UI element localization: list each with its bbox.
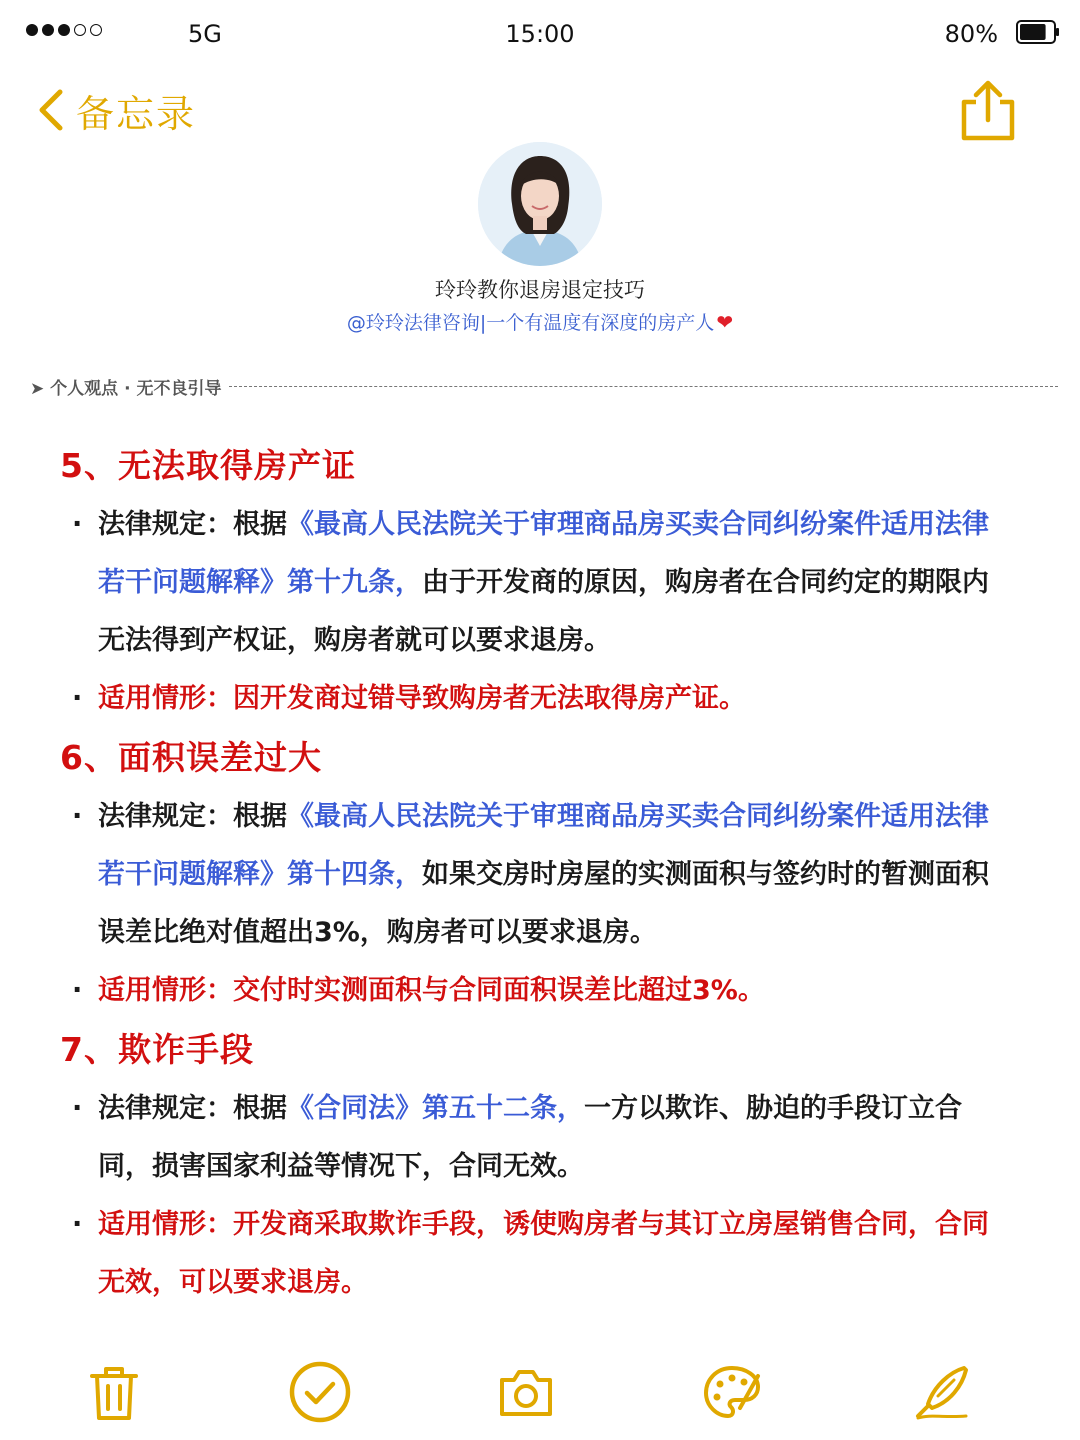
legal-rule-item bbox=[60, 788, 1010, 962]
dashed-line bbox=[229, 386, 1058, 387]
checkmark-circle-icon[interactable] bbox=[288, 1360, 352, 1424]
bullet: · bbox=[72, 975, 83, 1006]
legal-rule-item bbox=[60, 1080, 1010, 1196]
note-body[interactable] bbox=[60, 436, 1010, 1312]
rule-text: 由于开发商的原因，购房者在合同约定的期限内无法得到产权证，购房者就可以要求退房。 bbox=[98, 567, 989, 656]
bullet: · bbox=[72, 683, 83, 714]
back-label: 备忘录 bbox=[76, 91, 197, 136]
case-text: 适用情形：因开发商过错导致购房者无法取得房产证。 bbox=[98, 683, 746, 714]
divider-label: ➤ 个人观点 · 无不良引导 bbox=[30, 378, 222, 399]
case-text: 适用情形：交付时实测面积与合同面积误差比超过3%。 bbox=[98, 975, 765, 1006]
profile-name: 玲玲教你退房退定技巧 bbox=[435, 278, 645, 302]
applicable-case-item bbox=[60, 1196, 1010, 1312]
camera-icon[interactable] bbox=[494, 1360, 558, 1424]
rule-text: 如果交房时房屋的实测面积与签约时的暂测面积误差比绝对值超出3%，购房者可以要求退房。 bbox=[98, 859, 989, 948]
section-title: 6、面积误差过大 bbox=[60, 738, 322, 777]
note-section bbox=[60, 1020, 1010, 1312]
profile-tagline-text: @玲玲法律咨询|一个有温度有深度的房产人 bbox=[346, 312, 715, 334]
pen-icon[interactable] bbox=[910, 1360, 974, 1424]
rule-prefix: 法律规定：根据 bbox=[98, 509, 287, 540]
avatar bbox=[478, 142, 602, 266]
bullet: · bbox=[72, 509, 83, 540]
section-title: 7、欺诈手段 bbox=[60, 1030, 254, 1069]
rule-text: 一方以欺诈、胁迫的手段订立合同，损害国家利益等情况下，合同无效。 bbox=[98, 1093, 962, 1182]
case-text: 适用情形：开发商采取欺诈手段，诱使购房者与其订立房屋销售合同，合同无效，可以要求退房。 bbox=[98, 1209, 989, 1298]
bottom-toolbar bbox=[0, 1350, 1080, 1430]
avatar-portrait bbox=[478, 142, 602, 266]
bullet: · bbox=[72, 801, 83, 832]
network-type: 5G bbox=[188, 20, 222, 48]
chevron-left-icon bbox=[36, 88, 64, 132]
trash-icon[interactable] bbox=[82, 1360, 146, 1424]
law-reference: 《合同法》第五十二条， bbox=[287, 1093, 584, 1124]
section-divider bbox=[30, 372, 1058, 400]
palette-icon[interactable] bbox=[700, 1360, 764, 1424]
bullet: · bbox=[72, 1209, 83, 1240]
rule-prefix: 法律规定：根据 bbox=[98, 801, 287, 832]
back-button[interactable] bbox=[36, 84, 196, 136]
share-icon[interactable] bbox=[960, 78, 1016, 142]
law-reference: 《最高人民法院关于审理商品房买卖合同纠纷案件适用法律若干问题解释》第十九条， bbox=[98, 509, 989, 598]
note-section bbox=[60, 728, 1010, 1020]
bullet: · bbox=[72, 1093, 83, 1124]
clock-time: 15:00 bbox=[505, 20, 575, 48]
battery-percentage: 80% bbox=[944, 20, 998, 48]
rule-prefix: 法律规定：根据 bbox=[98, 1093, 287, 1124]
status-bar bbox=[0, 0, 1080, 70]
heart-icon: ❤ bbox=[716, 310, 734, 334]
note-section bbox=[60, 436, 1010, 728]
battery-icon bbox=[1016, 20, 1060, 44]
law-reference: 《最高人民法院关于审理商品房买卖合同纠纷案件适用法律若干问题解释》第十四条， bbox=[98, 801, 989, 890]
section-title: 5、无法取得房产证 bbox=[60, 446, 356, 485]
applicable-case-item bbox=[60, 962, 1010, 1020]
applicable-case-item bbox=[60, 670, 1010, 728]
legal-rule-item bbox=[60, 496, 1010, 670]
profile-tagline[interactable] bbox=[0, 308, 1080, 335]
